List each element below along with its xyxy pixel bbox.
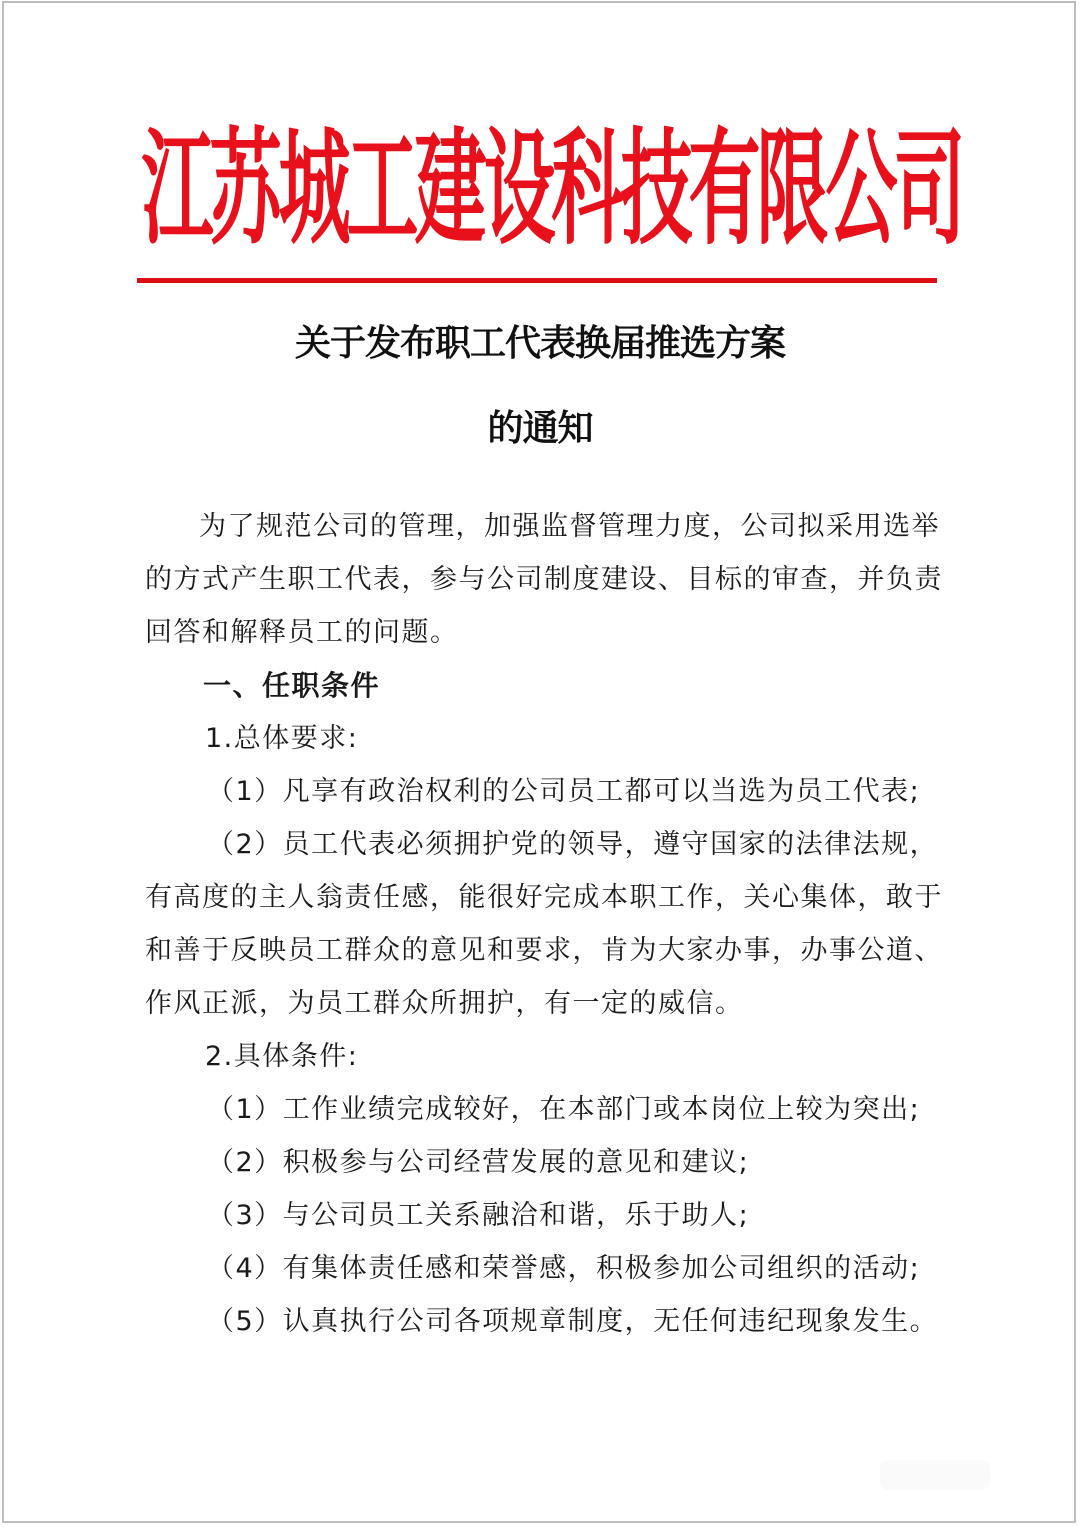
letterhead-char: 工: [346, 114, 419, 262]
letterhead-char: 公: [825, 114, 898, 262]
letterhead-red-rule: [137, 278, 937, 283]
specific-condition-item: （2）积极参与公司经营发展的意见和建议;: [207, 1147, 750, 1178]
section-heading-qualifications: 一、任职条件: [203, 669, 381, 702]
letterhead-char: 技: [620, 114, 693, 262]
specific-condition-item: （1）工作业绩完成较好，在本部门或本岗位上较为突出;: [207, 1094, 921, 1125]
document-title-line-1: 关于发布职工代表换届推选方案: [294, 323, 785, 364]
specific-condition-item: （4）有集体责任感和荣誉感，积极参加公司组织的活动;: [207, 1253, 921, 1284]
specific-condition-item: （3）与公司员工关系融洽和谐，乐于助人;: [207, 1200, 750, 1231]
subheading-general-requirements: 1.总体要求:: [205, 723, 359, 754]
letterhead-char: 科: [551, 114, 624, 262]
general-requirement-item: （2）员工代表必须拥护党的领导，遵守国家的法律法规，有高度的主人翁责任感，能很好完成本职工作，关心集体，敢于和善于反映员工群众的意见和要求，肯为大家办事，办事公道、作风正派，为员工群众所拥护，有一定的威信。: [145, 829, 943, 1019]
specific-condition-item: （5）认真执行公司各项规章制度，无任何违纪现象发生。: [207, 1306, 939, 1337]
letterhead-char: 建: [414, 114, 487, 262]
document-body: [145, 500, 945, 1348]
letterhead-char: 江: [141, 114, 214, 262]
letterhead-char: 司: [893, 114, 966, 262]
letterhead-char: 城: [278, 114, 351, 262]
subheading-specific-conditions: 2.具体条件:: [205, 1041, 359, 1072]
faint-watermark: [880, 1460, 990, 1490]
intro-paragraph: 为了规范公司的管理，加强监督管理力度，公司拟采用选举的方式产生职工代表，参与公司制度建设、目标的审查，并负责回答和解释员工的问题。: [145, 511, 943, 648]
letterhead-char: 限: [756, 114, 829, 262]
document-title-line-2: 的通知: [487, 408, 593, 449]
company-letterhead: [132, 114, 966, 262]
letterhead-char: 设: [483, 114, 556, 262]
letterhead-char: 苏: [209, 114, 282, 262]
general-requirement-item: （1）凡享有政治权利的公司员工都可以当选为员工代表;: [207, 776, 921, 807]
letterhead-char: 有: [688, 114, 761, 262]
